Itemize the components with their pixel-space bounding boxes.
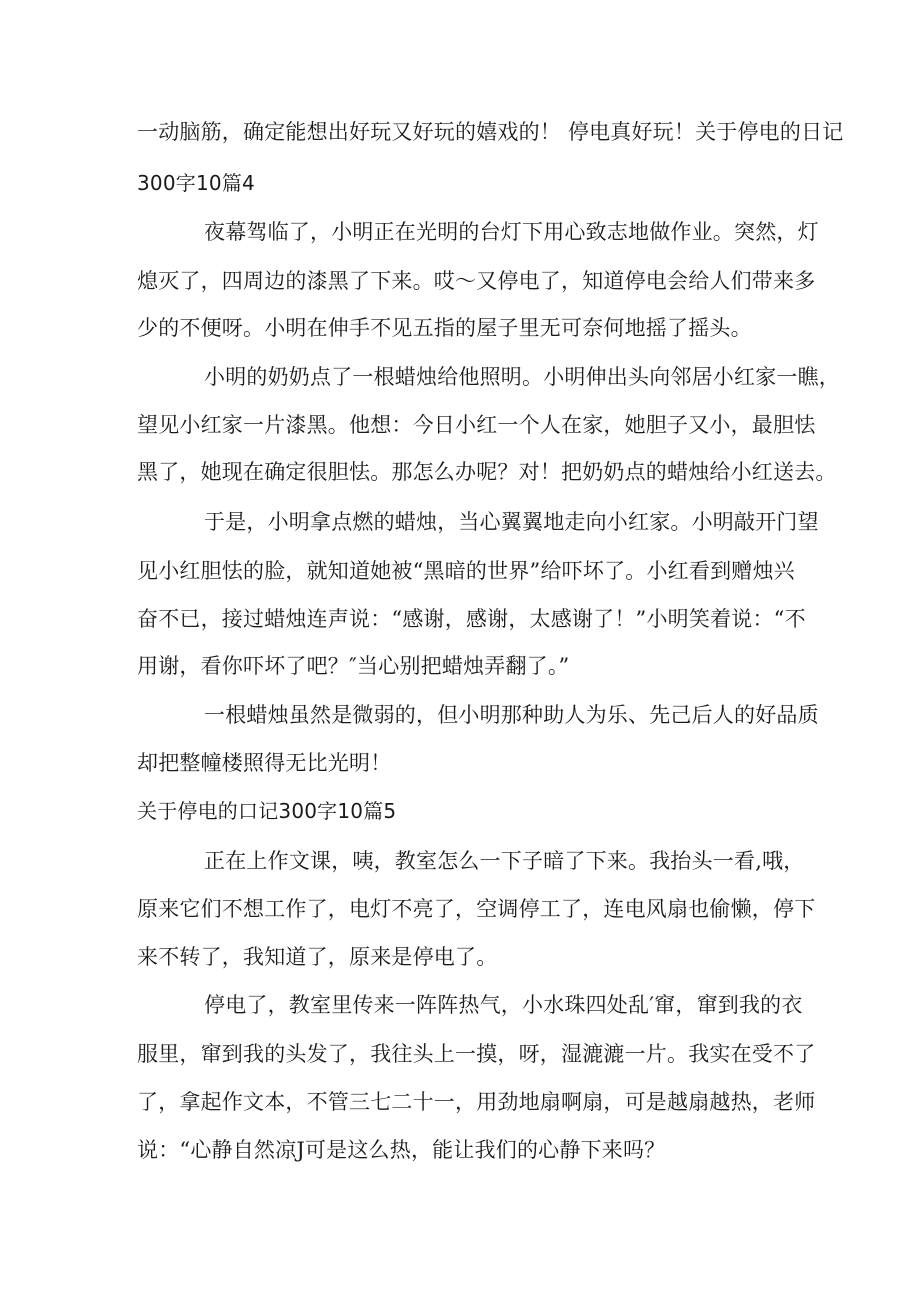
paragraph-line: 夜幕驾临了，小明正在光明的台灯下用心致志地做作业。突然，灯 <box>204 220 819 244</box>
paragraph-line: 望见小红家一片漆黑。他想：今日小红一个人在家，她胆子又小，最胆怯 <box>137 413 816 437</box>
paragraph-line: 正在上作文课，咦，教室怎么一下子暗了下来。我抬头一看,哦， <box>204 849 805 873</box>
section-heading: 300字10篇4 <box>137 171 255 195</box>
paragraph-line: 用谢，看你吓坏了吧？″当心别把蜡烛弄翻了。” <box>137 654 570 678</box>
paragraph-line: 来不转了，我知道了，原来是停电了。 <box>137 945 498 969</box>
paragraph-line: 了，拿起作文本，不管三七二十一，用劲地扇啊扇，可是越扇越热，老师 <box>137 1090 816 1114</box>
paragraph-line: 服里，窜到我的头发了，我往头上一摸，呀，湿漉漉一片。我实在受不了 <box>137 1042 816 1066</box>
paragraph-line: 奋不已，接过蜡烛连声说：“感谢，感谢，太感谢了！”小明笑着说：“不 <box>137 607 806 631</box>
paragraph-line: 一根蜡烛虽然是微弱的，但小明那种助人为乐、先己后人的好品质 <box>204 703 819 727</box>
paragraph-line: 黑了，她现在确定很胆怯。那怎么办呢？对！把奶奶点的蜡烛给小红送去。 <box>137 460 837 484</box>
paragraph-line: 说：“心静自然凉J可是这么热，能让我们的心静下来吗？ <box>137 1138 666 1162</box>
paragraph-line: 小明的奶奶点了一根蜡烛给他照明。小明伸出头向邻居小红家一瞧， <box>204 365 840 389</box>
paragraph-line: 却把整幢楼照得无比光明！ <box>137 751 392 775</box>
paragraph-line: 于是，小明拿点燃的蜡烛，当心翼翼地走向小红家。小明敲开门望 <box>204 510 819 534</box>
paragraph-line: 见小红胆怯的脸，就知道她被“黑暗的世界”给吓坏了。小红看到赠烛兴 <box>137 559 795 583</box>
paragraph-line: 停电了，教室里传来一阵阵热气，小水珠四处乱′窜，窜到我的衣 <box>204 993 803 1017</box>
paragraph-line: 熄灭了，四周边的漆黑了下来。哎～又停电了，知道停电会给人们带来多 <box>137 269 816 293</box>
text-line: 一动脑筋，确定能想出好玩又好玩的嬉戏的！ 停电真好玩！关于停电的日记 <box>137 120 844 144</box>
section-heading: 关于停电的口记300字10篇5 <box>137 799 397 823</box>
paragraph-line: 少的不便呀。小明在伸手不见五指的屋子里无可奈何地摇了摇头。 <box>137 316 752 340</box>
paragraph-line: 原来它们不想工作了，电灯不亮了，空调停工了，连电风扇也偷懒，停下 <box>137 897 816 921</box>
